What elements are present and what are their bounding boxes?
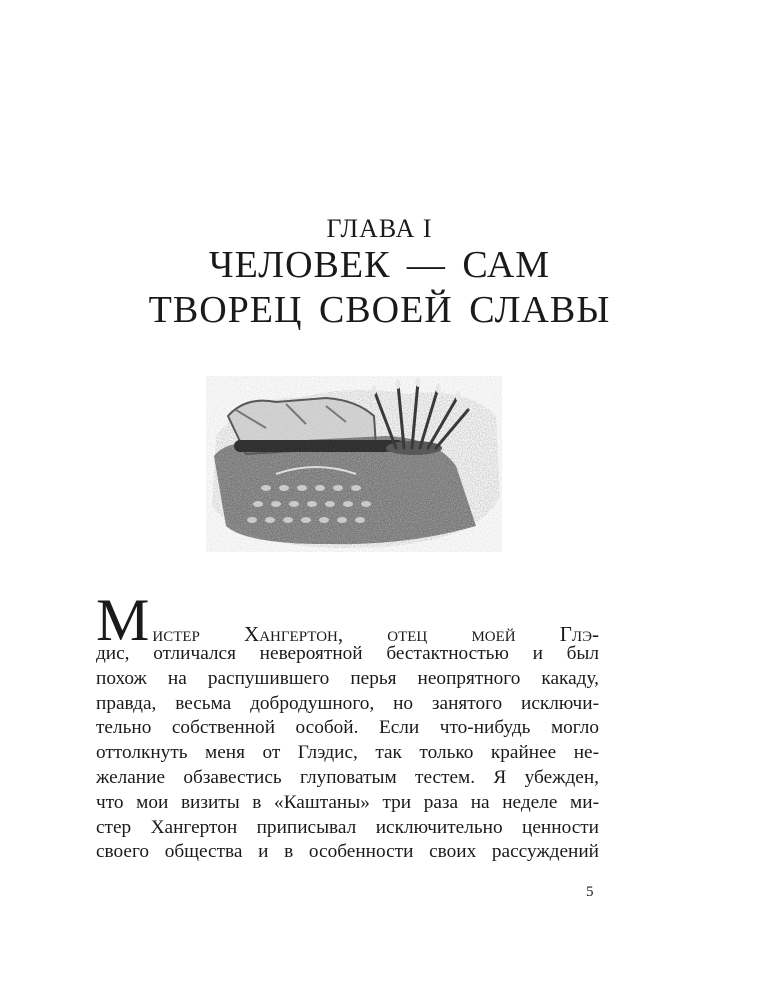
drop-cap: М xyxy=(96,587,150,653)
chapter-number: ГЛАВА I xyxy=(326,214,433,243)
text-line-1 xyxy=(96,587,599,653)
chapter-title xyxy=(0,243,759,333)
chapter-body-text xyxy=(96,587,599,865)
text-line-7: желание обзавестись глуповатым тестем. Я убежден, xyxy=(96,766,599,788)
text-line-5: тельно собственной особой. Если что-нибудь могло xyxy=(96,717,599,739)
text-line-8: что мои визиты в «Каштаны» три раза на неделе ми- xyxy=(96,791,599,813)
text-line-3: похож на распушившего перья неопрятного какаду, xyxy=(96,667,599,689)
text-line-6: оттолкнуть меня от Глэдис, так только крайнее не- xyxy=(96,742,599,764)
chapter-title-line-1: ЧЕЛОВЕК — САМ xyxy=(208,244,551,286)
text-line-1-rest: истер Хангертон, отец моей Глэ- xyxy=(152,622,599,646)
typewriter-with-brushes-icon xyxy=(206,376,502,552)
text-line-2: дис, отличался невероятной бестактностью и был xyxy=(96,643,599,664)
text-line-9: стер Хангертон приписывал исключительно ценности xyxy=(96,816,599,838)
chapter-title-line-2: ТВОРЕЦ СВОЕЙ СЛАВЫ xyxy=(148,289,611,331)
page-number: 5 xyxy=(586,884,594,900)
text-line-4: правда, весьма добродушного, но занятого исключи- xyxy=(96,692,599,714)
text-line-10: своего общества и в особенности своих рассуждений xyxy=(96,841,599,863)
